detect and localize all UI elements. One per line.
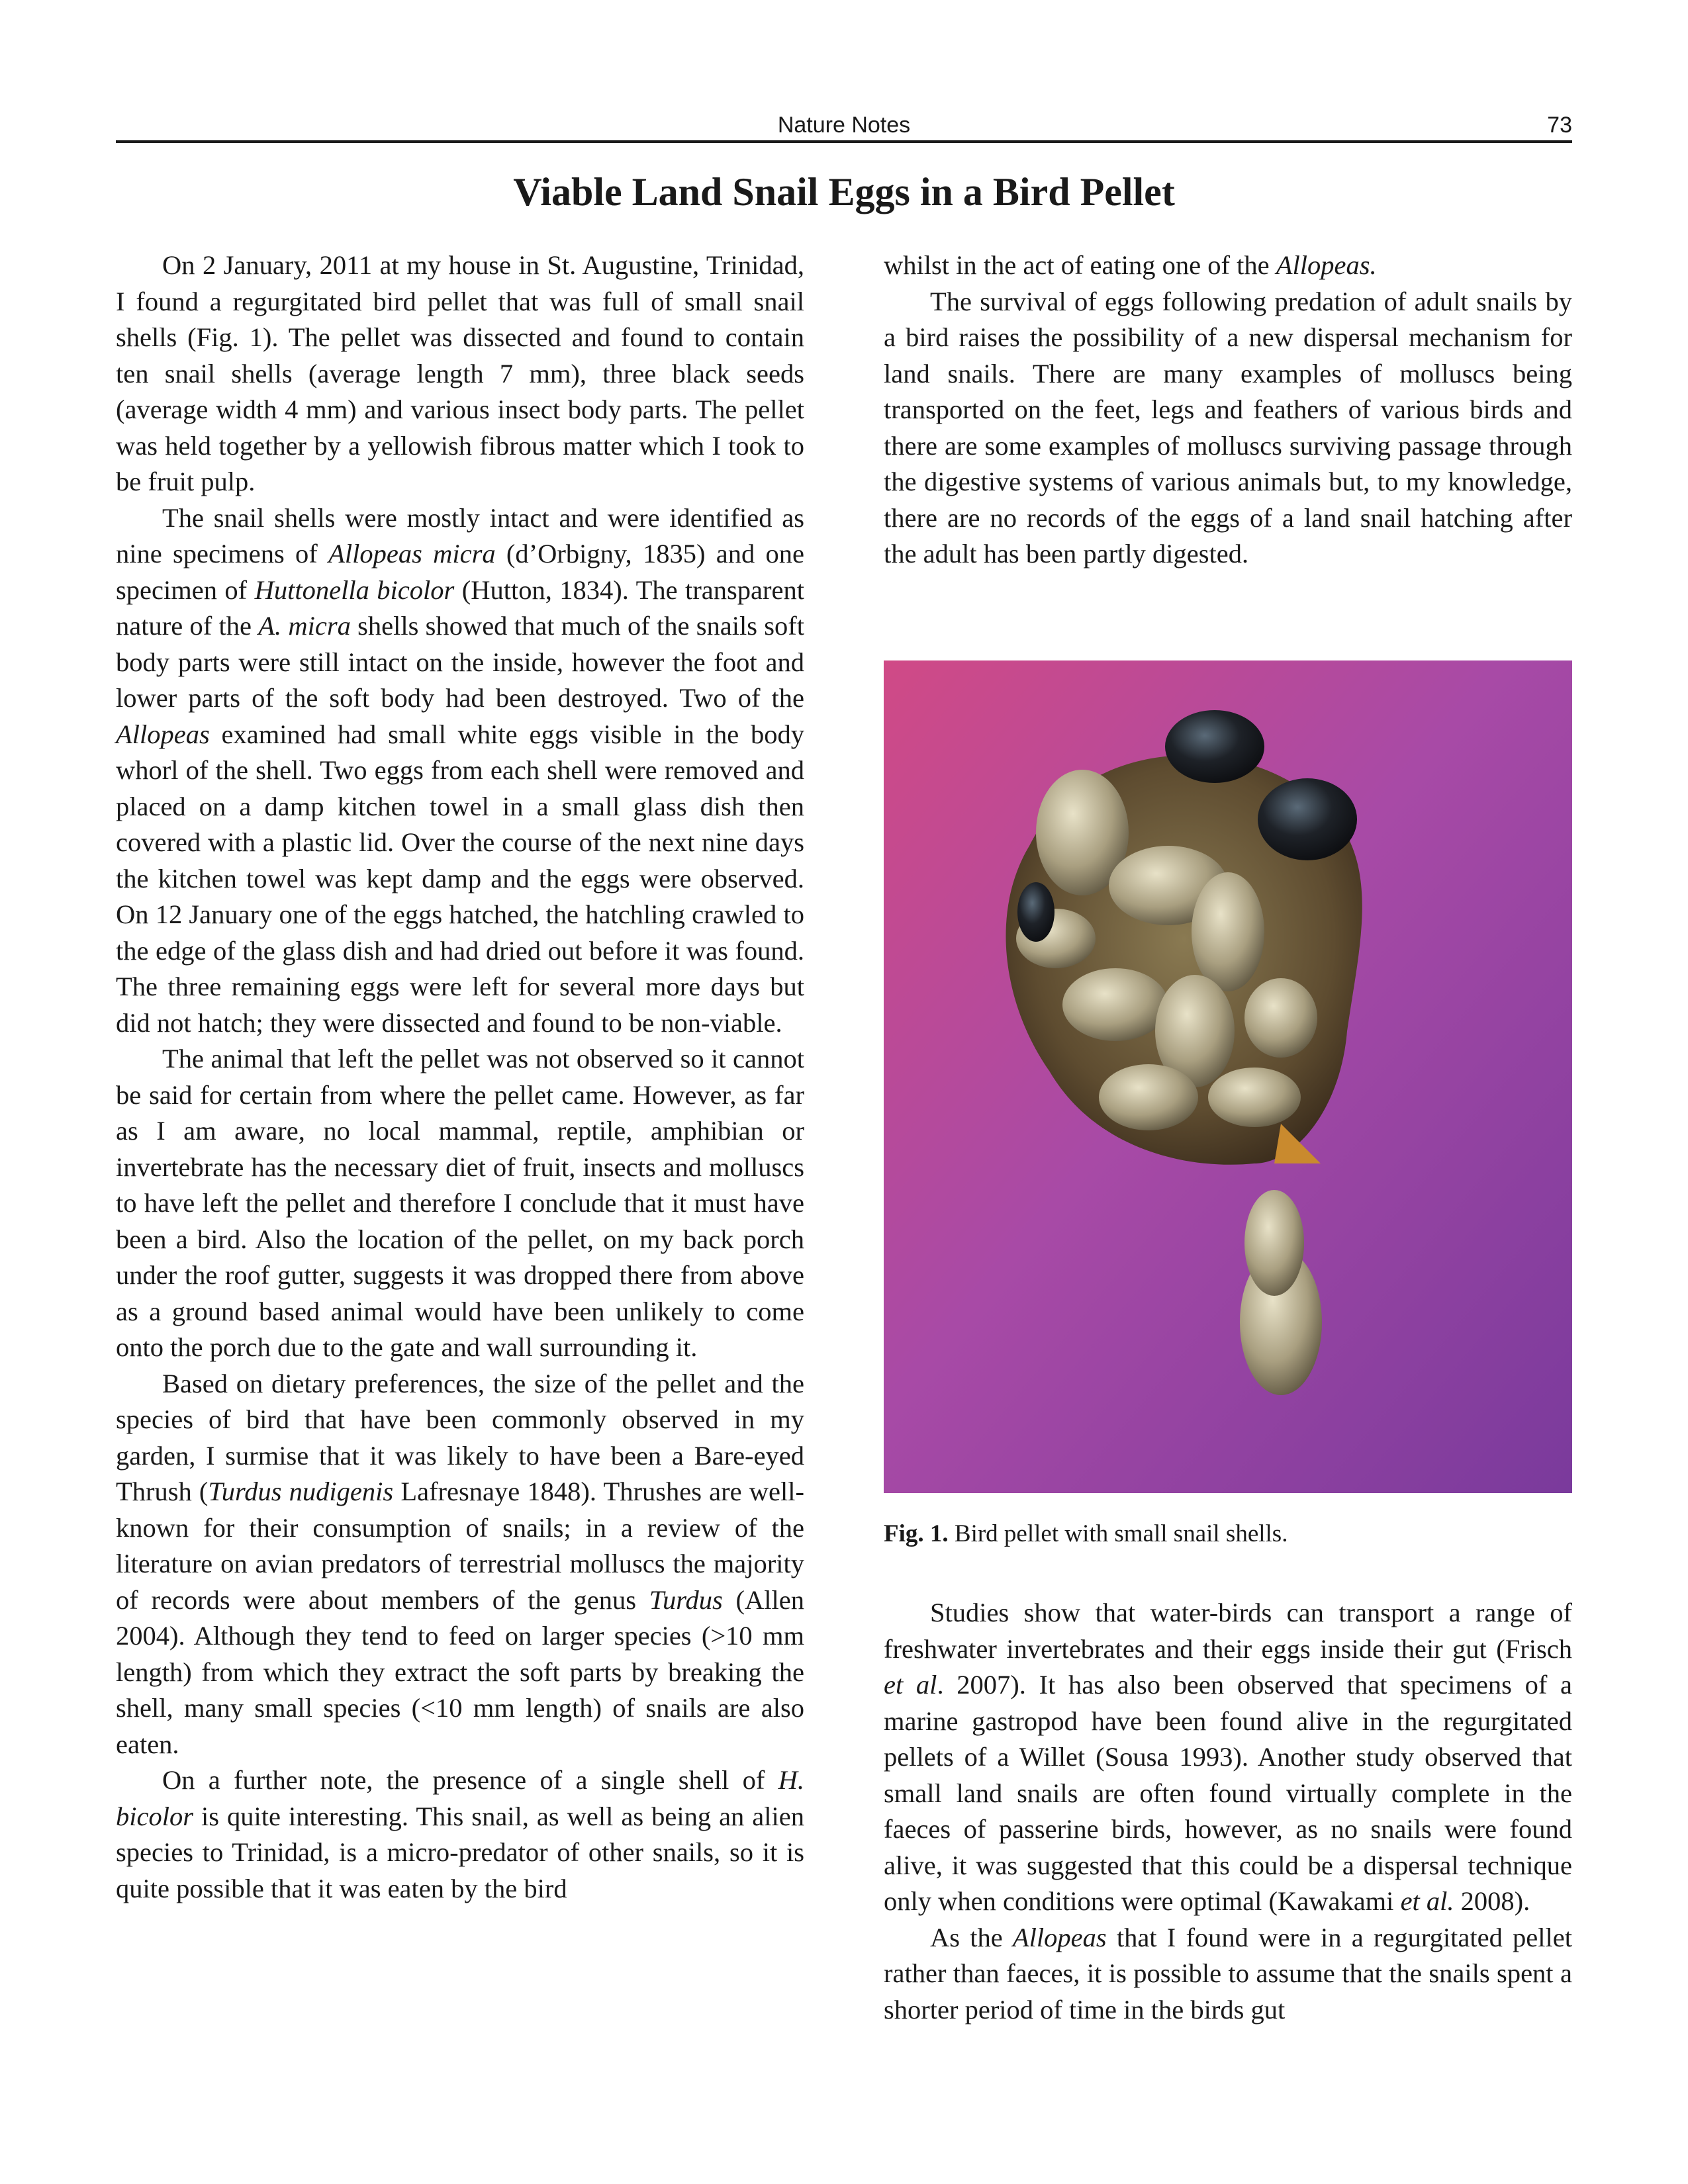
paragraph: The survival of eggs following predation of adult snails by a bird raises the possibility of a new dispersal mechanism for land snails. There are many examples of molluscs being transported on the feet, legs and feathers of various birds and there are some examples of molluscs surviving passage through the digestive systems of various animals but, to my knowledge, there are no records of the eggs of a land snail hatching after the adult has been partly digested. (884, 286, 1572, 569)
paragraph-continued: whilst in the act of eating one of the Allopeas. (884, 250, 1377, 280)
right-column-bottom (884, 1595, 1572, 2028)
figure-caption-text: Bird pellet with small snail shells. (954, 1520, 1288, 1547)
paragraph: The snail shells were mostly intact and were identified as nine specimens of Allopeas micra (d’Orbigny, 1835) and one specimen of Huttonella bicolor (Hutton, 1834). The transparent nature of the A. micra shells showed that much of the snails soft body parts were still intact on the inside, however the foot and lower parts of the soft body had been destroyed. Two of the Allopeas examined had small white eggs visible in the body whorl of the shell. Two eggs from each shell were removed and placed on a damp kitchen towel in a small glass dish then covered with a plastic lid. Over the course of the next nine days the kitchen towel was kept damp and the eggs were observed. On 12 January one of the eggs hatched, the hatchling crawled to the edge of the glass dish and had dried out before it was found. The three remaining eggs were left for several more days but did not hatch; they were dissected and found to be non-viable. (116, 502, 804, 1038)
article-title: Viable Land Snail Eggs in a Bird Pellet (513, 170, 1175, 214)
paragraph: The animal that left the pellet was not observed so it cannot be said for certain from where the pellet came. However, as far as I am aware, no local mammal, reptile, amphibian or invertebrate has the necessary diet of fruit, insects and molluscs to have left the pellet and therefore I conclude that it must have been a bird. Also the location of the pellet, on my back porch under the roof gutter, suggests it was dropped there from above as a ground based animal would have been unlikely to come onto the porch due to the gate and wall surrounding it. (116, 1044, 804, 1362)
header-rule (116, 140, 1572, 143)
figure-caption (884, 1518, 1572, 1550)
figure-photo-bird-pellet (884, 660, 1572, 1493)
left-column (116, 248, 804, 1907)
running-head (116, 109, 1572, 140)
paragraph: Based on dietary preferences, the size of the pellet and the species of bird that have been commonly observed in my garden, I surmise that it was likely to have been a Bare-eyed Thrush (Turdus nudigenis Lafresnaye 1848). Thrushes are well-known for their consumption of snails; in a review of the literature on avian predators of terrestrial molluscs the majority of records were about members of the genus Turdus (Allen 2004). Although they tend to feed on larger species (>10 mm length) from which they extract the soft parts by breaking the shell, many small species (<10 mm length) of snails are also eaten. (116, 1368, 804, 1759)
paragraph: On 2 January, 2011 at my house in St. Augustine, Trinidad, I found a regurgitated bird pellet that was full of small snail shells (Fig. 1). The pellet was dissected and found to contain ten snail shells (average length 7 mm), three black seeds (average width 4 mm) and various insect body parts. The pellet was held together by a yellowish fibrous matter which I took to be fruit pulp. (116, 250, 804, 496)
right-column-top (884, 248, 1572, 572)
paragraph: Studies show that water-birds can transport a range of freshwater invertebrates and their eggs inside their gut (Frisch et al. 2007). It has also been observed that specimens of a marine gastropod have been found alive in the regurgitated pellets of a Willet (Sousa 1993). Another study observed that small land snails are often found virtually complete in the faeces of passerine birds, however, as no snails were found alive, it was suggested that this could be a dispersal technique only when conditions were optimal (Kawakami et al. 2008). (884, 1598, 1572, 1916)
paragraph: On a further note, the presence of a single shell of H. bicolor is quite interesting. This snail, as well as being an alien species to Trinidad, is a micro-predator of other snails, so it is quite possible that it was eaten by the bird (116, 1765, 804, 1903)
figure-label: Fig. 1. (884, 1520, 949, 1547)
page-number: 73 (1547, 113, 1572, 138)
section-title: Nature Notes (777, 113, 911, 138)
paragraph: As the Allopeas that I found were in a regurgitated pellet rather than faeces, it is possible to assume that the snails spent a shorter period of time in the birds gut (884, 1922, 1572, 2025)
bird-pellet-photo (884, 660, 1572, 1493)
